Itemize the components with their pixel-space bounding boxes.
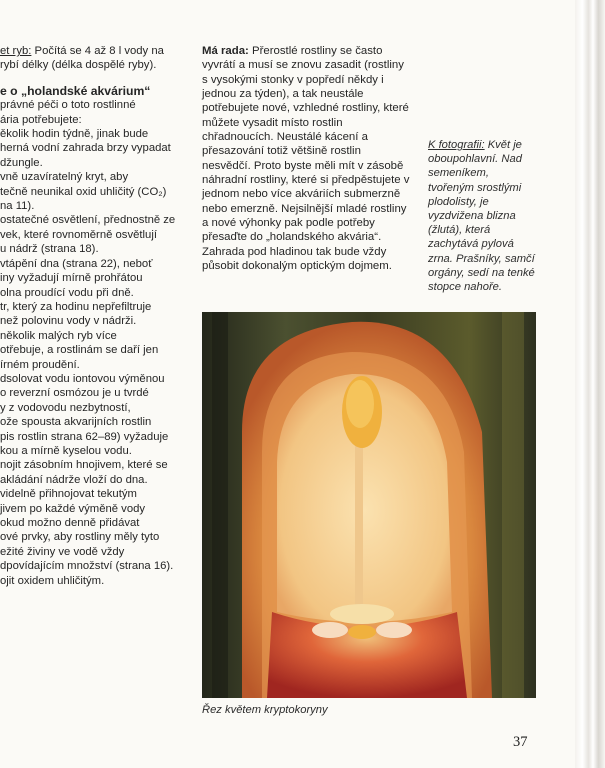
left-body-line: nojit zásobním hnojivem, které se [0,459,168,472]
left-body-line: írném proudění. [0,358,80,371]
left-body-line: jivem po každé výměně vody [0,502,146,515]
left-body-line: dpovídajícím množství (strana 16). [0,560,174,573]
left-body-line: právné péči o toto rostlinné [0,99,136,112]
left-body-line: než polovinu vody v nádrži. [0,315,137,328]
left-body-line: vně uzavíratelný kryt, aby [0,171,129,184]
left-body-line: akládání nádrže vloží do dna. [0,473,148,486]
left-body-line: o reverzní osmózou je u tvrdé [0,387,149,400]
left-body-line: tr, který za hodinu nepřefiltruje [0,300,152,313]
left-body-line: videlně přihnojovat tekutým [0,488,137,501]
left-body-line: otřebuje, a rostlinám se daří jen [0,344,159,357]
left-body-line: tečně neunikal oxid uhličitý (CO₂) [0,185,167,198]
left-body-line: herná vodní zahrada brzy vypadat [0,142,171,155]
left-body-line: ové prvky, aby rostliny měly tyto [0,531,160,544]
left-body-line: ostatečné osvětlení, přednostně ze [0,214,176,227]
left-body-line: kou a mírně kyselou vodu. [0,444,132,457]
middle-column [202,44,412,274]
tip-text: Přerostlé rostliny se často vyvrátí a musí se znovu zasadit (rostliny s vysokými stonky v popředí někdy i jednou za týden), a tak neustále potřebujete nové, vzhledné rostliny, které můžete vysadit místo rostlin chřadnoucích. Neustálé kácení a přesazování totiž většině rostlin nesvědčí. Proto byste měli mít v zásobě náhradní rostliny, které si předpěstujete v jednom nebo více akváriích submerzně nebo emerzně. Nejsilnější mladé rostliny a nové výhonky pak podle potřeby přesaďte do „holandského akvária“. Zahrada pod hladinou tak bude vždy působit dokonalým optickým dojmem. [202,45,410,273]
left-intro-line [0,58,192,72]
left-body-line: na 11). [0,200,35,213]
left-body-line: olna proudící vodu při dně. [0,286,134,299]
left-body-line: ežité živiny ve vodě vždy [0,545,125,558]
tip-paragraph [202,44,412,274]
left-intro-text: Počítá se 4 až 8 l vody na [31,45,164,57]
flower-cross-section-photo [202,312,536,698]
left-body-line: iny vyžadují mírně prohřátou [0,272,143,285]
left-body-line: džungle. [0,156,43,169]
page-edge [575,0,605,768]
photo-note-label: K fotografii: [428,139,485,151]
flower-illustration [202,312,536,698]
left-body-line: ojit oxidem uhličitým. [0,574,105,587]
left-body-line: u nádrž (strana 18). [0,243,99,256]
tip-label: Má rada: [202,45,249,57]
left-body-line: několik malých ryb více [0,329,117,342]
page-number: 37 [513,734,528,750]
left-body-line: ária potřebujete: [0,113,82,126]
left-body-line: ěkolik hodin týdně, jinak bude [0,128,149,141]
left-intro-text: rybí délky (délka dospělé ryby). [0,59,157,72]
photo-caption: Řez květem kryptokoryny [202,704,328,716]
left-body-line: dsolovat vodu iontovou výměnou [0,372,165,385]
left-body-line: okud možno denně přidávat [0,517,140,529]
section-heading: e o „holandské akvárium“ [0,83,151,98]
left-column [0,44,192,588]
left-intro-label: et ryb: [0,45,32,57]
photo-note [428,138,536,294]
photo-note-text: Květ je oboupohlavní. Nad semeníkem, tvořeným srostlými plodolisty, je vyzdvižena blizna (žlutá), která zachytává pylová zrna. Prašníky, samčí orgány, sedí na tenké stopce nahoře. [428,139,535,294]
left-body-line: y z vodovodu nezbytností, [0,401,131,414]
left-intro-lines [0,44,192,73]
left-body-line: vtápění dna (strana 22), neboť [0,257,153,270]
left-intro-line [0,44,192,58]
left-body-line: ože spousta akvarijních rostlin [0,416,152,429]
left-body-lines [0,98,192,588]
left-body-line: vek, které rovnoměrně osvětlují [0,228,157,241]
left-body-line: pis rostlin strana 62–89) vyžaduje [0,430,169,443]
